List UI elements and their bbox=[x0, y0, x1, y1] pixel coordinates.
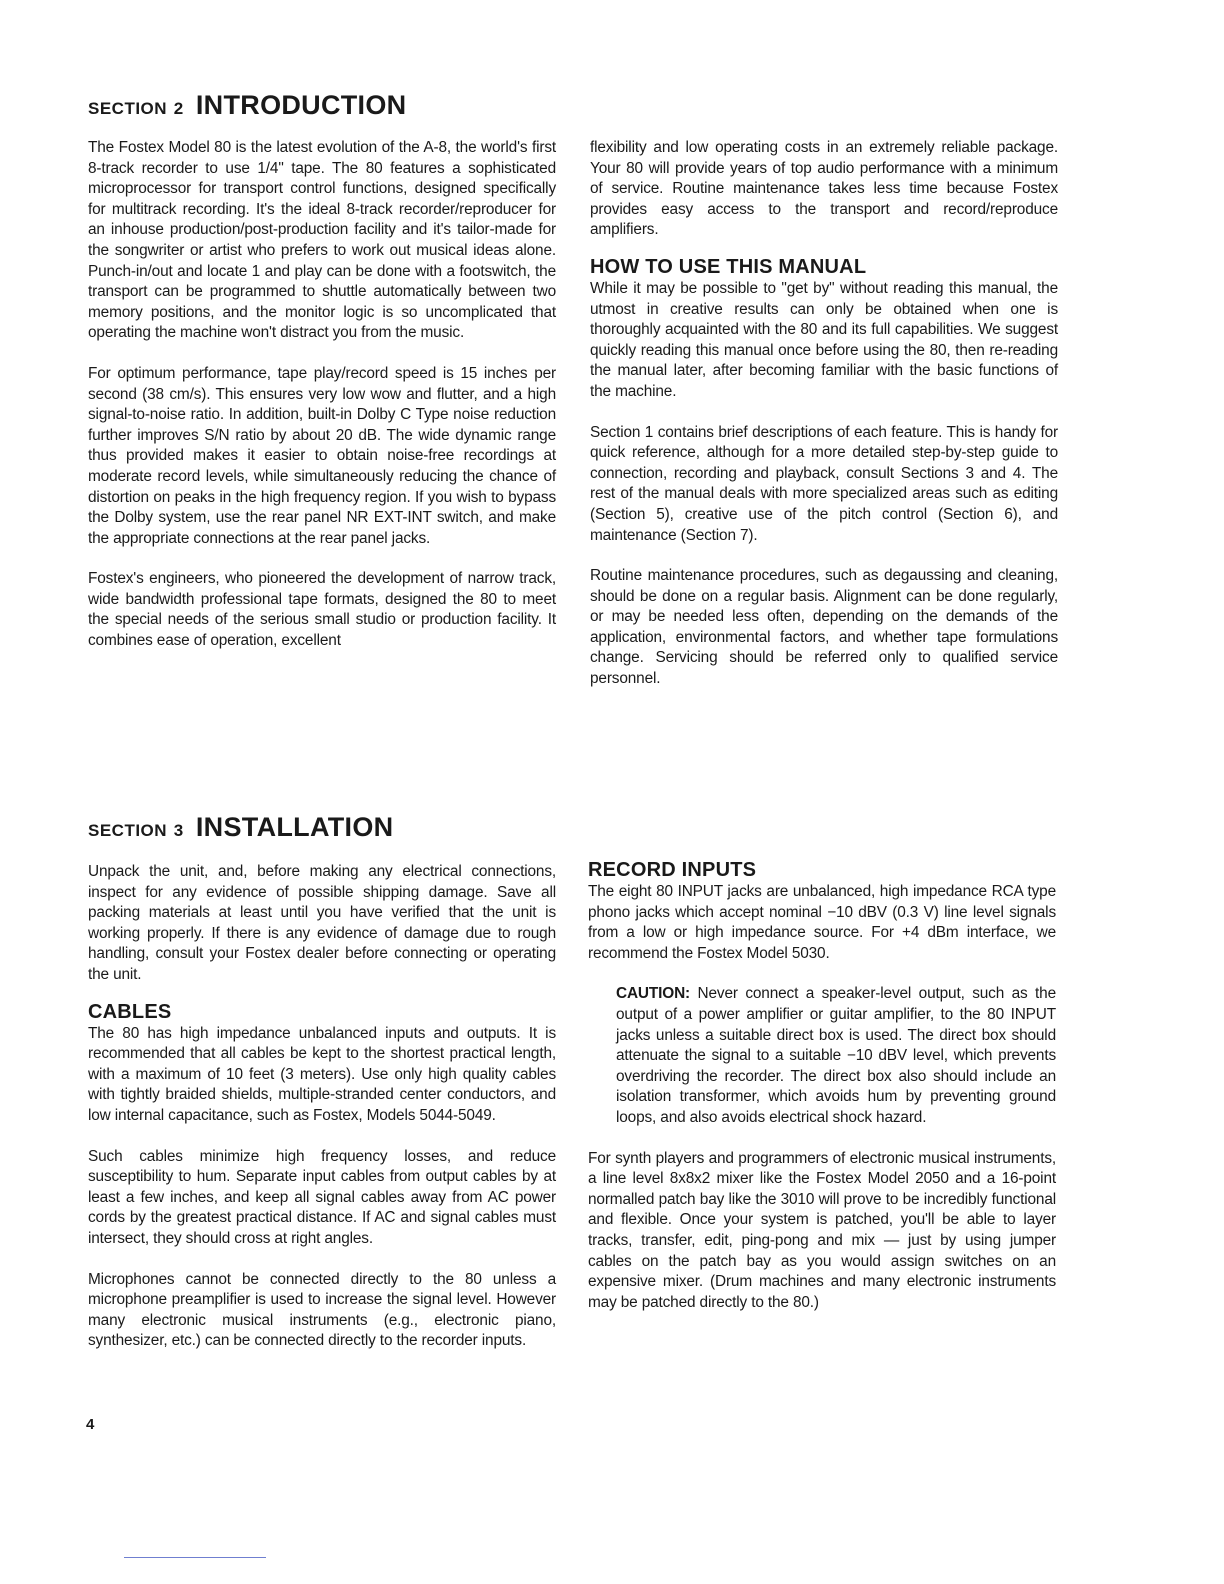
cables-paragraph-1: The 80 has high impedance unbalanced inputs and outputs. It is recommended that all cables be kept to the shortest practical length, with a maximum of 10 feet (3 meters). Use only high quality cables with tightly braided shields, multiple-stranded center conductors, and low internal capacitance, such as Fostex, Models 5044-5049. bbox=[88, 1024, 556, 1124]
section-3-left-column bbox=[88, 862, 556, 1372]
section-2-right-column bbox=[590, 138, 1058, 710]
footer-rule bbox=[124, 1557, 266, 1558]
caution-label: CAUTION: bbox=[616, 985, 691, 1003]
cables-heading: CABLES bbox=[88, 1000, 172, 1023]
record-inputs-paragraph: The eight 80 INPUT jacks are unbalanced, high impedance RCA type phono jacks which accept nominal −10 dBV (0.3 V) line level signals from a low or high impedance source. For +4 dBm interface, we recommend the Fostex Model 5030. bbox=[588, 883, 1056, 962]
section-2-left-column bbox=[88, 138, 556, 672]
section-3-number: 3 bbox=[173, 821, 184, 840]
intro-paragraph-3: Fostex's engineers, who pioneered the development of narrow track, wide bandwidth professional tape formats, designed the 80 to meet the special needs of the serious small studio or production facility. It combines ease of operation, excellent bbox=[88, 570, 556, 650]
section-3-right-column bbox=[588, 858, 1056, 1333]
section-3-heading bbox=[88, 812, 393, 843]
manual-paragraph-1: While it may be possible to "get by" without reading this manual, the utmost in creative results can only be obtained when one is thoroughly acquainted with the 80 and its full capabilities. We suggest quickly reading this manual once before using the 80, then re-reading the manual later, after becoming familiar with the basic functions of the machine. bbox=[590, 279, 1058, 400]
manual-paragraph-2: Section 1 contains brief descriptions of each feature. This is handy for quick reference, although for a more detailed step-by-step guide to connection, recording and playback, consult Sections 3 and 4. The rest of the manual deals with more specialized areas such as editing (Section 5), creative use of the pitch control (Section 6), and maintenance (Section 7). bbox=[590, 423, 1058, 544]
record-inputs-heading: RECORD INPUTS bbox=[588, 859, 757, 881]
section-3-word: SECTION bbox=[88, 821, 168, 840]
section-2-word: SECTION bbox=[88, 99, 168, 118]
intro-paragraph-2: For optimum performance, tape play/record speed is 15 inches per second (38 cm/s). This ensures very low wow and flutter, and a high signal-to-noise ratio. In addition, built-in Dolby C Type noise reduction further improves S/N ratio by about 20 dB. The wide dynamic range thus provided makes it easier to obtain noise-free recordings at moderate record levels, while simultaneously reducing the chance of distortion on peaks in the high frequency region. If you wish to bypass the Dolby system, use the rear panel NR EXT-INT switch, and make the appropriate connections at the rear panel jacks. bbox=[88, 364, 556, 547]
manual-heading: HOW TO USE THIS MANUAL bbox=[590, 255, 867, 278]
manual-paragraph-3: Routine maintenance procedures, such as degaussing and cleaning, should be done on a regular basis. Alignment can be done regularly, or may be needed less often, depending on the demands of the application, environmental factors, and whether tape formulations change. Servicing should be referred only to qualified service personnel. bbox=[590, 567, 1058, 688]
section-2-heading bbox=[88, 90, 406, 121]
cables-paragraph-2: Such cables minimize high frequency losses, and reduce susceptibility to hum. Separate input cables from output cables by at least a few inches, and keep all signal cables away from AC power cords by the greatest practical distance. If AC and signal cables must intersect, they should cross at right angles. bbox=[88, 1147, 556, 1247]
section-2-number: 2 bbox=[173, 99, 184, 118]
synth-paragraph: For synth players and programmers of electronic musical instruments, a line level 8x8x2 mixer like the Fostex Model 2050 and a 16-point normalled patch bay like the 3010 will prove to be incredibly functional and flexible. Once your system is patched, you'll be able to layer tracks, transfer, edit, ping-pong and mix — just by using jumper cables on the patch bay as you would assign switches on an expensive mixer. (Drum machines and many electronic instruments may be patched directly to the 80.) bbox=[588, 1149, 1056, 1311]
intro-paragraph-1: The Fostex Model 80 is the latest evolution of the A-8, the world's first 8-track recorder to use 1/4" tape. The 80 features a sophisticated microprocessor for transport control functions, designed specifically for multitrack recording. It's the ideal 8-track recorder/reproducer for an inhouse production/post-production facility and it's tailor-made for the songwriter or artist who prefers to work out musical ideas alone. Punch-in/out and locate 1 and play can be done with a footswitch, the transport can be programmed to shuttle automatically between two memory positions, and the monitor logic is so uncomplicated that operating the machine won't distract you from the music. bbox=[88, 139, 556, 342]
installation-intro: Unpack the unit, and, before making any electrical connections, inspect for any evidence of possible shipping damage. Save all packing materials at least until you have verified that the unit is working properly. If there is any evidence of damage due to rough handling, consult your Fostex dealer before connecting or operating the unit. bbox=[88, 863, 556, 983]
intro-continuation: flexibility and low operating costs in an extremely reliable package. Your 80 will provide years of top audio performance with a minimum of service. Routine maintenance takes less time because Fostex provides easy access to the transport and record/reproduce amplifiers. bbox=[590, 139, 1058, 239]
section-2-title: INTRODUCTION bbox=[195, 90, 407, 120]
page-number: 4 bbox=[86, 1416, 95, 1433]
caution-note bbox=[616, 984, 1056, 1128]
cables-paragraph-3: Microphones cannot be connected directly to the 80 unless a microphone preamplifier is used to increase the signal level. However many electronic musical instruments (e.g., electronic piano, synthesizer, etc.) can be connected directly to the recorder inputs. bbox=[88, 1270, 556, 1350]
section-3-title: INSTALLATION bbox=[195, 812, 394, 842]
caution-text: Never connect a speaker-level output, such as the output of a power amplifier or guitar amplifier, to the 80 INPUT jacks unless a suitable direct box is used. The direct box should attenuate the signal to a suitable −10 dBV level, which prevents overdriving the recorder. The direct box also should include an isolation transformer, which avoids hum by preventing ground loops, and also avoids electrical shock hazard. bbox=[616, 985, 1056, 1126]
